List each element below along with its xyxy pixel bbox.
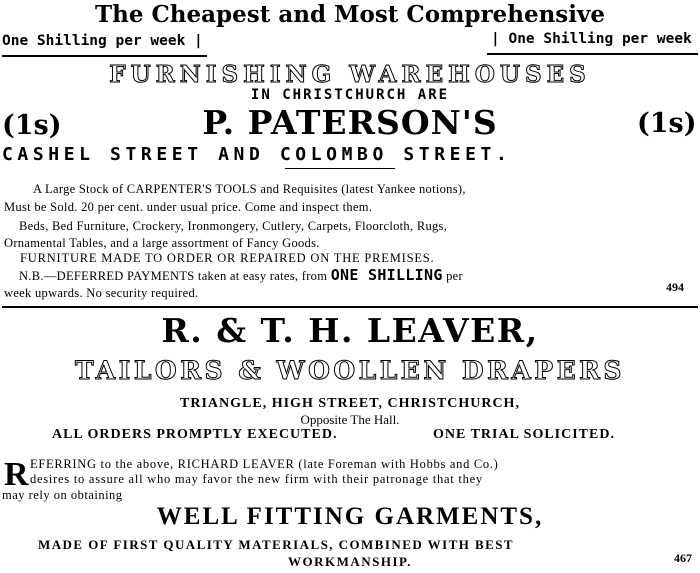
garments-heading: WELL FITTING GARMENTS, [156, 503, 544, 530]
goods-paragraph-line-1: Beds, Bed Furniture, Crockery, Ironmongery, Cutlery, Carpets, Floorcloth, Rugs, [19, 219, 448, 233]
right-tag-underline [487, 53, 698, 55]
trade-heading: TAILORS & WOOLLEN DRAPERS [75, 356, 625, 385]
address-line: CASHEL STREET AND COLOMBO STREET. [2, 144, 512, 165]
ad-number-494: 494 [666, 280, 684, 294]
nb-line-1 [19, 268, 463, 283]
trial-line: ONE TRIAL SOLICITED. [433, 427, 615, 442]
price-right: (1s) [637, 108, 697, 139]
materials-line-2: WORKMANSHIP. [287, 554, 413, 569]
right-shilling-tag: | One Shilling per week [491, 31, 692, 47]
tools-paragraph-line-1: A Large Stock of CARPENTER'S TOOLS and Requisites (latest Yankee notions), [33, 182, 466, 196]
left-tag-underline [2, 55, 207, 57]
nb-per: per [446, 269, 463, 283]
location-line: TRIANGLE, HIGH STREET, CHRISTCHURCH, [180, 396, 520, 411]
nb-one-shilling: ONE SHILLING [330, 266, 443, 284]
advertisement-divider [2, 306, 698, 308]
in-christchurch-line: IN CHRISTCHURCH ARE [250, 87, 450, 103]
goods-paragraph-line-2: Ornamental Tables, and a large assortment of Fancy Goods. [4, 236, 320, 250]
warehouses-heading: FURNISHING WAREHOUSES [109, 61, 591, 88]
price-left: (1s) [2, 110, 62, 141]
ad-number-467: 467 [674, 551, 692, 565]
address-rule [285, 168, 395, 169]
orders-line: ALL ORDERS PROMPTLY EXECUTED. [52, 427, 338, 442]
nb-prefix: N.B.—DEFERRED PAYMENTS taken at easy rates, from [19, 269, 328, 283]
materials-line-1: MADE OF FIRST QUALITY MATERIALS, COMBINED WITH BEST [38, 537, 515, 552]
left-shilling-tag: One Shilling per week | [2, 33, 203, 49]
nb-line-2: week upwards. No security required. [4, 286, 199, 300]
headline: The Cheapest and Most Comprehensive [94, 1, 605, 28]
proprietor-name: P. PATERSON'S [202, 103, 498, 142]
referring-line-3: may rely on obtaining [2, 488, 123, 502]
tools-paragraph-line-2: Must be Sold. 20 per cent. under usual price. Come and inspect them. [4, 200, 373, 214]
referring-line-1: EFERRING to the above, RICHARD LEAVER (late Foreman with Hobbs and Co.) [30, 457, 499, 471]
repairs-line: FURNITURE MADE TO ORDER OR REPAIRED ON THE PREMISES. [20, 251, 435, 265]
referring-line-2: desires to assure all who may favor the new firm with their patronage that they [30, 472, 483, 486]
drop-cap-r: R [4, 456, 29, 493]
firm-name: R. & T. H. LEAVER, [161, 311, 539, 350]
opposite-line: Opposite The Hall. [300, 412, 400, 427]
